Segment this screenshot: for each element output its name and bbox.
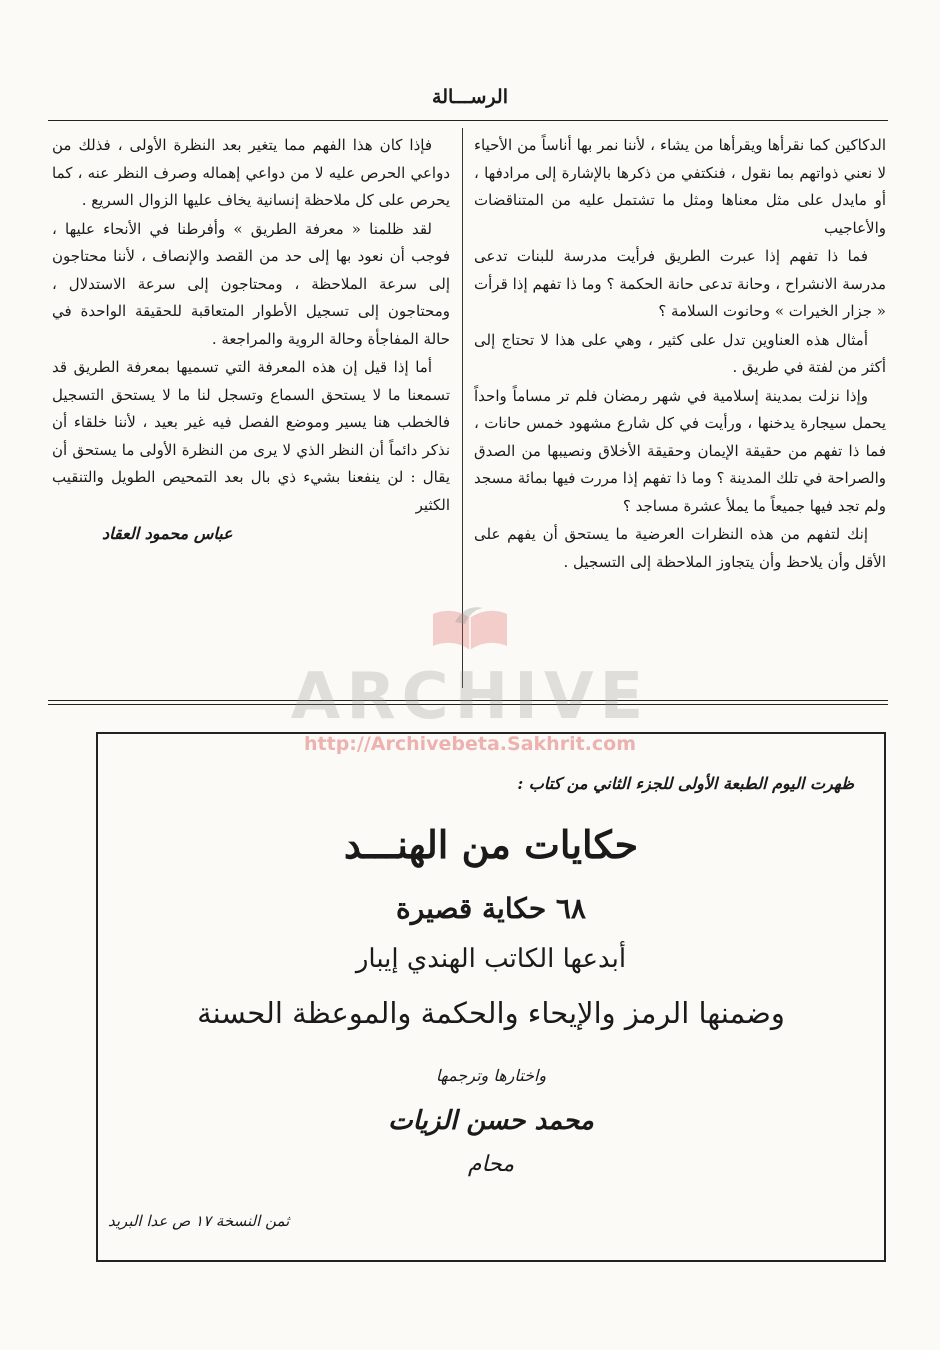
right-paragraph-5: إنك لتفهم من هذه النظرات العرضية ما يستحق أن يفهم على الأقل وأن يلاحظ وأن يتجاوز الملاحظة إلى التسجيل . [474,525,886,571]
ad-lead-text: ظهرت اليوم الطبعة الأولى للجزء الثاني من كتاب : [517,774,854,793]
page-header-title: الرســـالة [432,86,508,108]
ad-translator-name: محمد حسن الزيات [388,1106,594,1136]
column-divider [462,128,463,688]
ad-description: وضمنها الرمز والإيحاء والحكمة والموعظة الحسنة [197,996,785,1030]
book-advertisement [96,732,886,1262]
footer-rule-upper [48,700,888,701]
ad-translator-title: محام [467,1152,515,1177]
right-paragraph-4: وإذا نزلت بمدينة إسلامية في شهر رمضان فلم تر مساماً واحداً يحمل سيجارة يدخنها ، ورأيت في كل شارع مشهود خمس حانات ، فما ذا تفهم من حقيقة الإيمان وحقيقة الأخلاق ونصيبها من الصدق والصراحة في تلك المدينة ؟ وما ذا تفهم إذا مررت فيها بمائة مسجد ولم تجد فيها جميعاً ما يملأ عشرة مساجد ؟ [474,386,886,515]
right-paragraph-1: الدكاكين كما نقرأها ويقرأها من يشاء ، لأننا نمر بها أناساً من الأحياء لا نعني ذواتهم بما نقول ، فنكتفي من ذكرها بالإشارة إلى مرادفها ، أو مايدل على مثل معناها ومثل ما تشتمل عليه من المتناقضات والأعاجيب [474,136,886,237]
watermark-text: ARCHIVE [290,660,650,734]
header-rule [48,120,888,121]
watermark-url: http://Archivebeta.Sakhrit.com [304,733,636,755]
ad-author-line: أبدعها الكاتب الهندي إيبار [355,944,627,974]
right-paragraph-2: فما ذا تفهم إذا عبرت الطريق فرأيت مدرسة للبنات تدعى مدرسة الانشراح ، وحانة تدعى حانة الحكمة ؟ وما ذا تفهم إذا قرأت « جزار الخيرات » وحانوت السلامة ؟ [474,247,886,320]
left-column [52,132,450,549]
author-signature: عباس محمود العقاد [102,524,233,543]
ad-price: ثمن النسخة ١٧ ص عدا البريد [108,1212,290,1230]
archive-logo-icon [0,596,940,664]
left-paragraph-2: لقد ظلمنا « معرفة الطريق » وأفرطنا في الأنحاء عليها ، فوجب أن نعود بها إلى حد من القصد والإنصاف ، لأننا محتاجون إلى سرعة الملاحظة ، ومحتاجون إلى سرعة الاستدلال ، ومحتاجون إلى تسجيل الأطوار المتعاقبة للحقيقة الواحدة في حالة المفاجأة وحالة الروية والمراجعة . [52,219,450,348]
left-paragraph-3: أما إذا قيل إن هذه المعرفة التي تسميها بمعرفة الطريق قد تسمعنا ما لا يستحق السماع وتسجل لنا ما لا يستحق التسجيل فالخطب هنا يسير وموضع الفصل فيه غير بعيد ، لأننا خلقاء أن نذكر دائماً أن النظر الذي لا يرى من النظرة الأولى ما يستحق أن يقال : لن ينفعنا بشيء ذي بال بعد التمحيص الطويل والتنقيب الكثير [52,358,450,514]
ad-selected-by: واختارها وترجمها [435,1066,547,1085]
left-paragraph-1: فإذا كان هذا الفهم مما يتغير بعد النظرة الأولى ، فذلك من دواعي الحرص عليه لا من دواعي إهماله وصرف النظر عنه ، كما يحرص على كل ملاحظة إنسانية يخاف عليها الزوال السريع . [52,136,450,209]
ad-book-title: حكايات من الهنـــد [343,822,639,867]
ad-story-count: ٦٨ حكاية قصيرة [396,892,586,925]
right-paragraph-3: أمثال هذه العناوين تدل على كثير ، وهي على هذا لا تحتاج إلى أكثر من لفتة في طريق . [474,330,886,376]
footer-rule-lower [48,704,888,705]
right-column [474,132,886,577]
